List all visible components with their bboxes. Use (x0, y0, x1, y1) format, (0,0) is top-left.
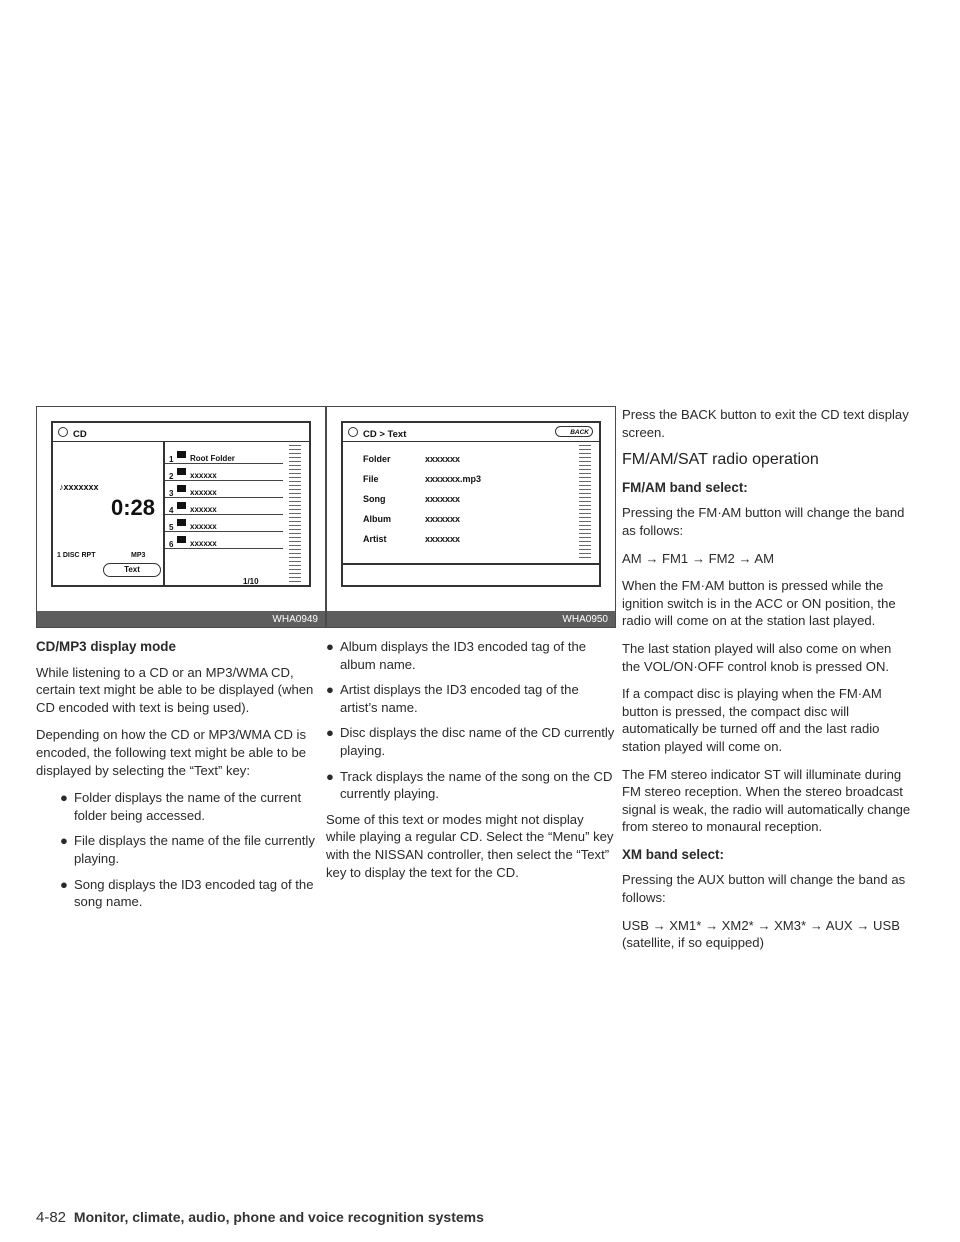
row-number: 3 (169, 489, 174, 498)
heading-fm-am: FM/AM band select: (622, 479, 748, 495)
cd-text-screen (341, 421, 601, 587)
disc-icon (348, 427, 358, 437)
list-item-text: Track displays the name of the song on the CD currently playing. (340, 768, 613, 802)
row-value: xxxxxxx (425, 494, 461, 504)
text-row (363, 531, 461, 549)
page-number: 4-82 (36, 1209, 67, 1226)
play-time: 0:28 (111, 495, 156, 520)
row-name: xxxxxx (190, 505, 217, 514)
folder-row[interactable] (165, 498, 283, 515)
format-label: MP3 (131, 552, 146, 559)
row-number: 1 (169, 455, 174, 464)
figure-cd-display (36, 406, 326, 628)
folder-row[interactable] (165, 532, 283, 549)
folder-row[interactable] (165, 481, 283, 498)
cd-screen (51, 421, 311, 587)
folder-icon (177, 451, 186, 458)
footer-title: Monitor, climate, audio, phone and voice recognition systems (73, 1209, 484, 1225)
figure-label: WHA0950 (562, 614, 608, 625)
paragraph: USB → XM1* → XM2* → XM3* → AUX → USB (satellite, if so equipped) (622, 917, 900, 951)
folder-icon (177, 468, 186, 475)
list-item: ● Folder displays the name of the current folder being accessed. (60, 790, 302, 823)
paragraph: Press the BACK button to exit the CD text display screen. (622, 407, 909, 440)
row-key: File (363, 474, 379, 484)
figure-cd-text (326, 406, 616, 628)
text-button[interactable]: Text (103, 563, 161, 577)
row-key: Song (363, 494, 386, 504)
divider (343, 563, 599, 565)
row-value: xxxxxxx.mp3 (425, 474, 482, 484)
list-item: ● Song displays the ID3 encoded tag of the song name. (60, 876, 314, 910)
row-name: xxxxxx (190, 471, 217, 480)
paragraph: Pressing the FM·AM button will change the band as follows: (622, 505, 905, 538)
list-item-text: Disc displays the disc name of the CD currently playing. (340, 725, 615, 758)
scrollbar[interactable] (579, 445, 591, 561)
page-footer (36, 1209, 484, 1226)
list-item: ● File displays the name of the file currently playing. (60, 833, 315, 866)
paragraph: Depending on how the CD or MP3/WMA CD is encoded, the following text might be able to be displayed by selecting the “Text” key: (36, 727, 307, 778)
column-2 (326, 406, 616, 891)
screen-title-bar (343, 423, 599, 442)
paragraph: AM → FM1 → FM2 → AM (622, 550, 775, 566)
row-name: xxxxxx (190, 522, 217, 531)
folder-row[interactable] (165, 447, 283, 464)
paragraph: Some of this text or modes might not display while playing a regular CD. Select the “Menu” key with the NISSAN controller, then select the “Text” key to display the text for the CD. (326, 811, 614, 880)
list-item-text: Artist displays the ID3 encoded tag of the artist’s name. (340, 682, 579, 715)
paragraph: The last station played will also come on when the VOL/ON·OFF control knob is pressed ON. (622, 640, 892, 674)
row-number: 4 (169, 506, 174, 515)
screen-title-bar (53, 423, 309, 442)
text-row (363, 511, 461, 529)
track-title: ♪xxxxxxx (59, 482, 99, 492)
list-item-text: Folder displays the name of the current folder being accessed. (74, 790, 302, 823)
row-number: 2 (169, 472, 174, 481)
list-item-text: Album displays the ID3 encoded tag of the album name. (340, 639, 587, 672)
row-value: xxxxxxx (425, 454, 461, 464)
list-item-text: Song displays the ID3 encoded tag of the song name. (74, 876, 314, 910)
text-row (363, 451, 461, 469)
row-name: Root Folder (190, 454, 235, 463)
column-3 (622, 406, 912, 962)
folder-row[interactable] (165, 464, 283, 481)
screen-title: CD > Text (363, 429, 407, 440)
row-key: Folder (363, 454, 391, 464)
row-key: Artist (363, 534, 387, 544)
figure-label: WHA0949 (272, 614, 318, 625)
paragraph: When the FM·AM button is pressed while the ignition switch is in the ACC or ON position, the radio will come on at the station last played. (622, 578, 896, 629)
heading-xm: XM band select: (622, 846, 724, 862)
section-title: FM/AM/SAT radio operation (622, 451, 819, 469)
text-row (363, 491, 461, 509)
bullet-list (326, 638, 616, 803)
row-number: 5 (169, 523, 174, 532)
row-key: Album (363, 514, 391, 524)
list-item: ● Disc displays the disc name of the CD currently playing. (326, 725, 615, 758)
bullet-list (36, 789, 326, 911)
row-name: xxxxxx (190, 488, 217, 497)
paragraph: The FM stereo indicator ST will illuminate during FM stereo reception. When the stereo broadcast signal is weak, the radio will automatically change from stereo to monaural reception. (622, 766, 911, 835)
list-item: ● Track displays the name of the song on the CD currently playing. (326, 768, 613, 802)
list-item: ● Album displays the ID3 encoded tag of the album name. (326, 639, 587, 672)
scrollbar[interactable] (289, 445, 301, 583)
screen-title: CD (73, 429, 87, 440)
back-label: BACK (570, 429, 589, 436)
row-number: 6 (169, 540, 174, 549)
paragraph: While listening to a CD or an MP3/WMA CD, certain text might be able to be displayed (when CD encoded with text is being used). (36, 664, 314, 715)
back-button[interactable] (555, 426, 593, 437)
list-item-text: File displays the name of the file currently playing. (74, 833, 315, 866)
paragraph: Pressing the AUX button will change the band as follows: (622, 872, 906, 906)
disc-icon (58, 427, 68, 437)
text-row (363, 471, 482, 489)
repeat-mode: 1 DISC RPT (57, 552, 96, 559)
row-name: xxxxxx (190, 539, 217, 548)
folder-icon (177, 502, 186, 509)
heading-cd-mp3: CD/MP3 display mode (36, 639, 176, 654)
row-value: xxxxxxx (425, 514, 461, 524)
folder-icon (177, 536, 186, 543)
folder-icon (177, 485, 186, 492)
paragraph: If a compact disc is playing when the FM·AM button is pressed, the compact disc will automatically be turned off and the last radio station played will come on. (622, 686, 882, 754)
list-item: ● Artist displays the ID3 encoded tag of the artist’s name. (326, 682, 579, 715)
column-1 (36, 406, 326, 919)
folder-row[interactable] (165, 515, 283, 532)
row-value: xxxxxxx (425, 534, 461, 544)
page-indicator: 1/10 (243, 577, 259, 586)
folder-icon (177, 519, 186, 526)
